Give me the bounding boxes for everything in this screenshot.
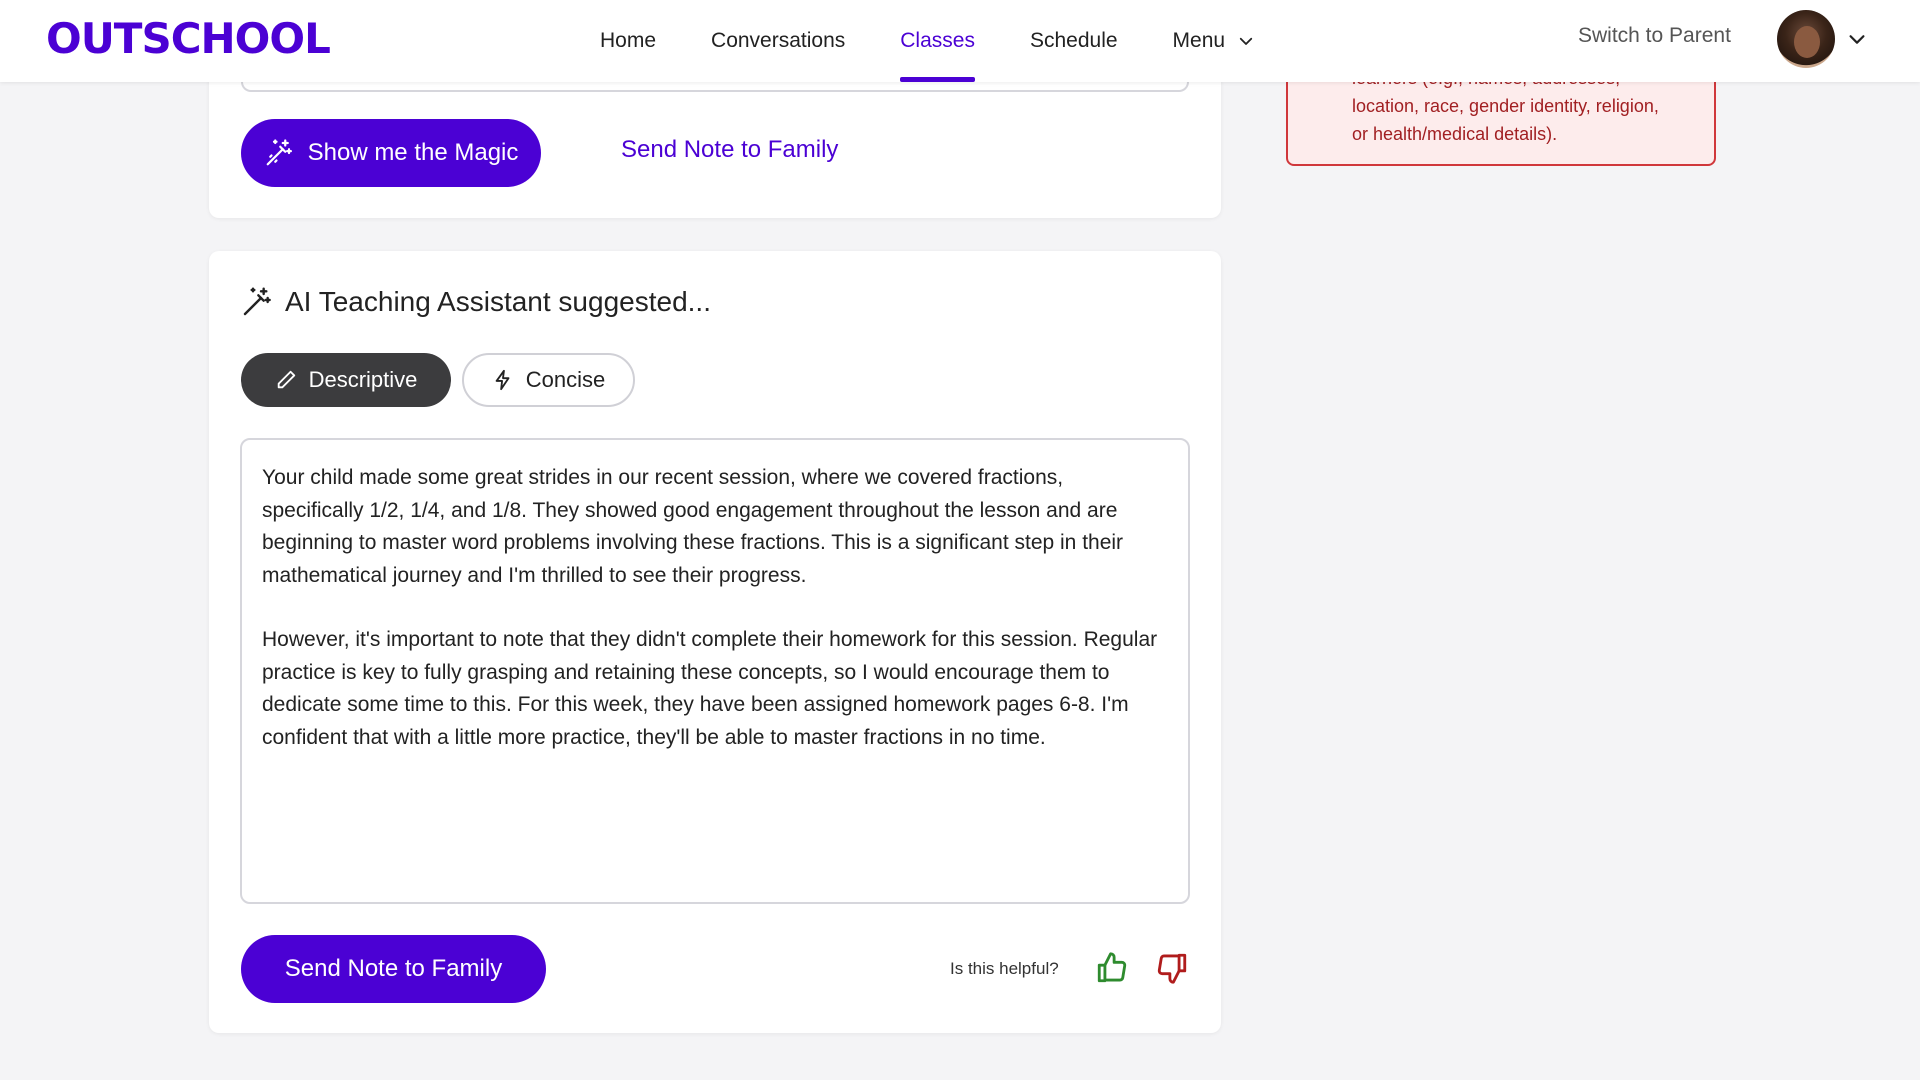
main-nav	[600, 0, 1310, 82]
nav-schedule-label: Schedule	[1029, 29, 1118, 52]
magic-wand-icon	[241, 286, 273, 318]
tab-descriptive-label: Descriptive	[308, 367, 418, 392]
outschool-logo[interactable]: OUTSCHOOL	[46, 13, 330, 63]
warning-line: or health/medical details).	[1352, 124, 1558, 144]
thumbs-up-icon[interactable]	[1095, 951, 1129, 985]
avatar-face	[1794, 26, 1820, 58]
account-chevron-down-icon[interactable]	[1846, 28, 1868, 50]
thumbs-down-icon[interactable]	[1155, 951, 1189, 985]
send-note-label: Send Note to Family	[284, 955, 503, 982]
nav-home-label: Home	[600, 29, 657, 52]
nav-conversations-label: Conversations	[711, 29, 846, 52]
nav-conversations[interactable]	[711, 0, 845, 82]
show-magic-label: Show me the Magic	[307, 139, 519, 166]
note-paragraph: Your child made some great strides in our recent session, where we covered fractions, specifically 1/2, 1/4, and 1/8. They showed good engagement throughout the lesson and are beginning to master word problems involving these fractions. This is a significant step in their mathematical journey and I'm thrilled to see their progress.	[262, 466, 1124, 587]
tab-descriptive[interactable]	[241, 353, 451, 407]
suggested-note-textarea[interactable]	[240, 438, 1190, 904]
top-nav-bar	[0, 0, 1920, 82]
send-note-button[interactable]	[241, 935, 546, 1003]
pencil-icon	[275, 369, 297, 391]
nav-classes[interactable]	[900, 0, 975, 82]
tab-concise[interactable]	[462, 353, 635, 407]
ai-card-header	[241, 286, 711, 318]
show-magic-button[interactable]	[241, 119, 541, 187]
lightning-icon	[492, 369, 514, 391]
switch-to-parent-link[interactable]: Switch to Parent	[1578, 24, 1731, 47]
nav-schedule[interactable]	[1030, 0, 1118, 82]
magic-wand-icon	[264, 138, 294, 168]
helpful-prompt: Is this helpful?	[950, 959, 1059, 978]
chevron-down-icon	[1237, 32, 1255, 50]
note-paragraph: However, it's important to note that they didn't complete their homework for this session. Regular practice is key to fully grasping and retaining these concepts, so I would encourage them to dedicate some time to this. For this week, they have been assigned homework pages 6-8. I'm confident that with a little more practice, they'll be able to master fractions in no time.	[262, 628, 1158, 749]
ai-card-title: AI Teaching Assistant suggested...	[285, 286, 711, 317]
warning-line: location, race, gender identity, religion,	[1352, 96, 1659, 116]
nav-home[interactable]	[600, 0, 656, 82]
tab-concise-label: Concise	[525, 367, 606, 392]
user-avatar[interactable]	[1777, 10, 1835, 68]
send-note-link[interactable]: Send Note to Family	[621, 136, 839, 163]
nav-menu-label: Menu	[1172, 29, 1226, 52]
ai-suggestion-card	[209, 251, 1221, 1033]
nav-classes-label: Classes	[900, 29, 975, 52]
nav-menu[interactable]	[1173, 0, 1256, 82]
